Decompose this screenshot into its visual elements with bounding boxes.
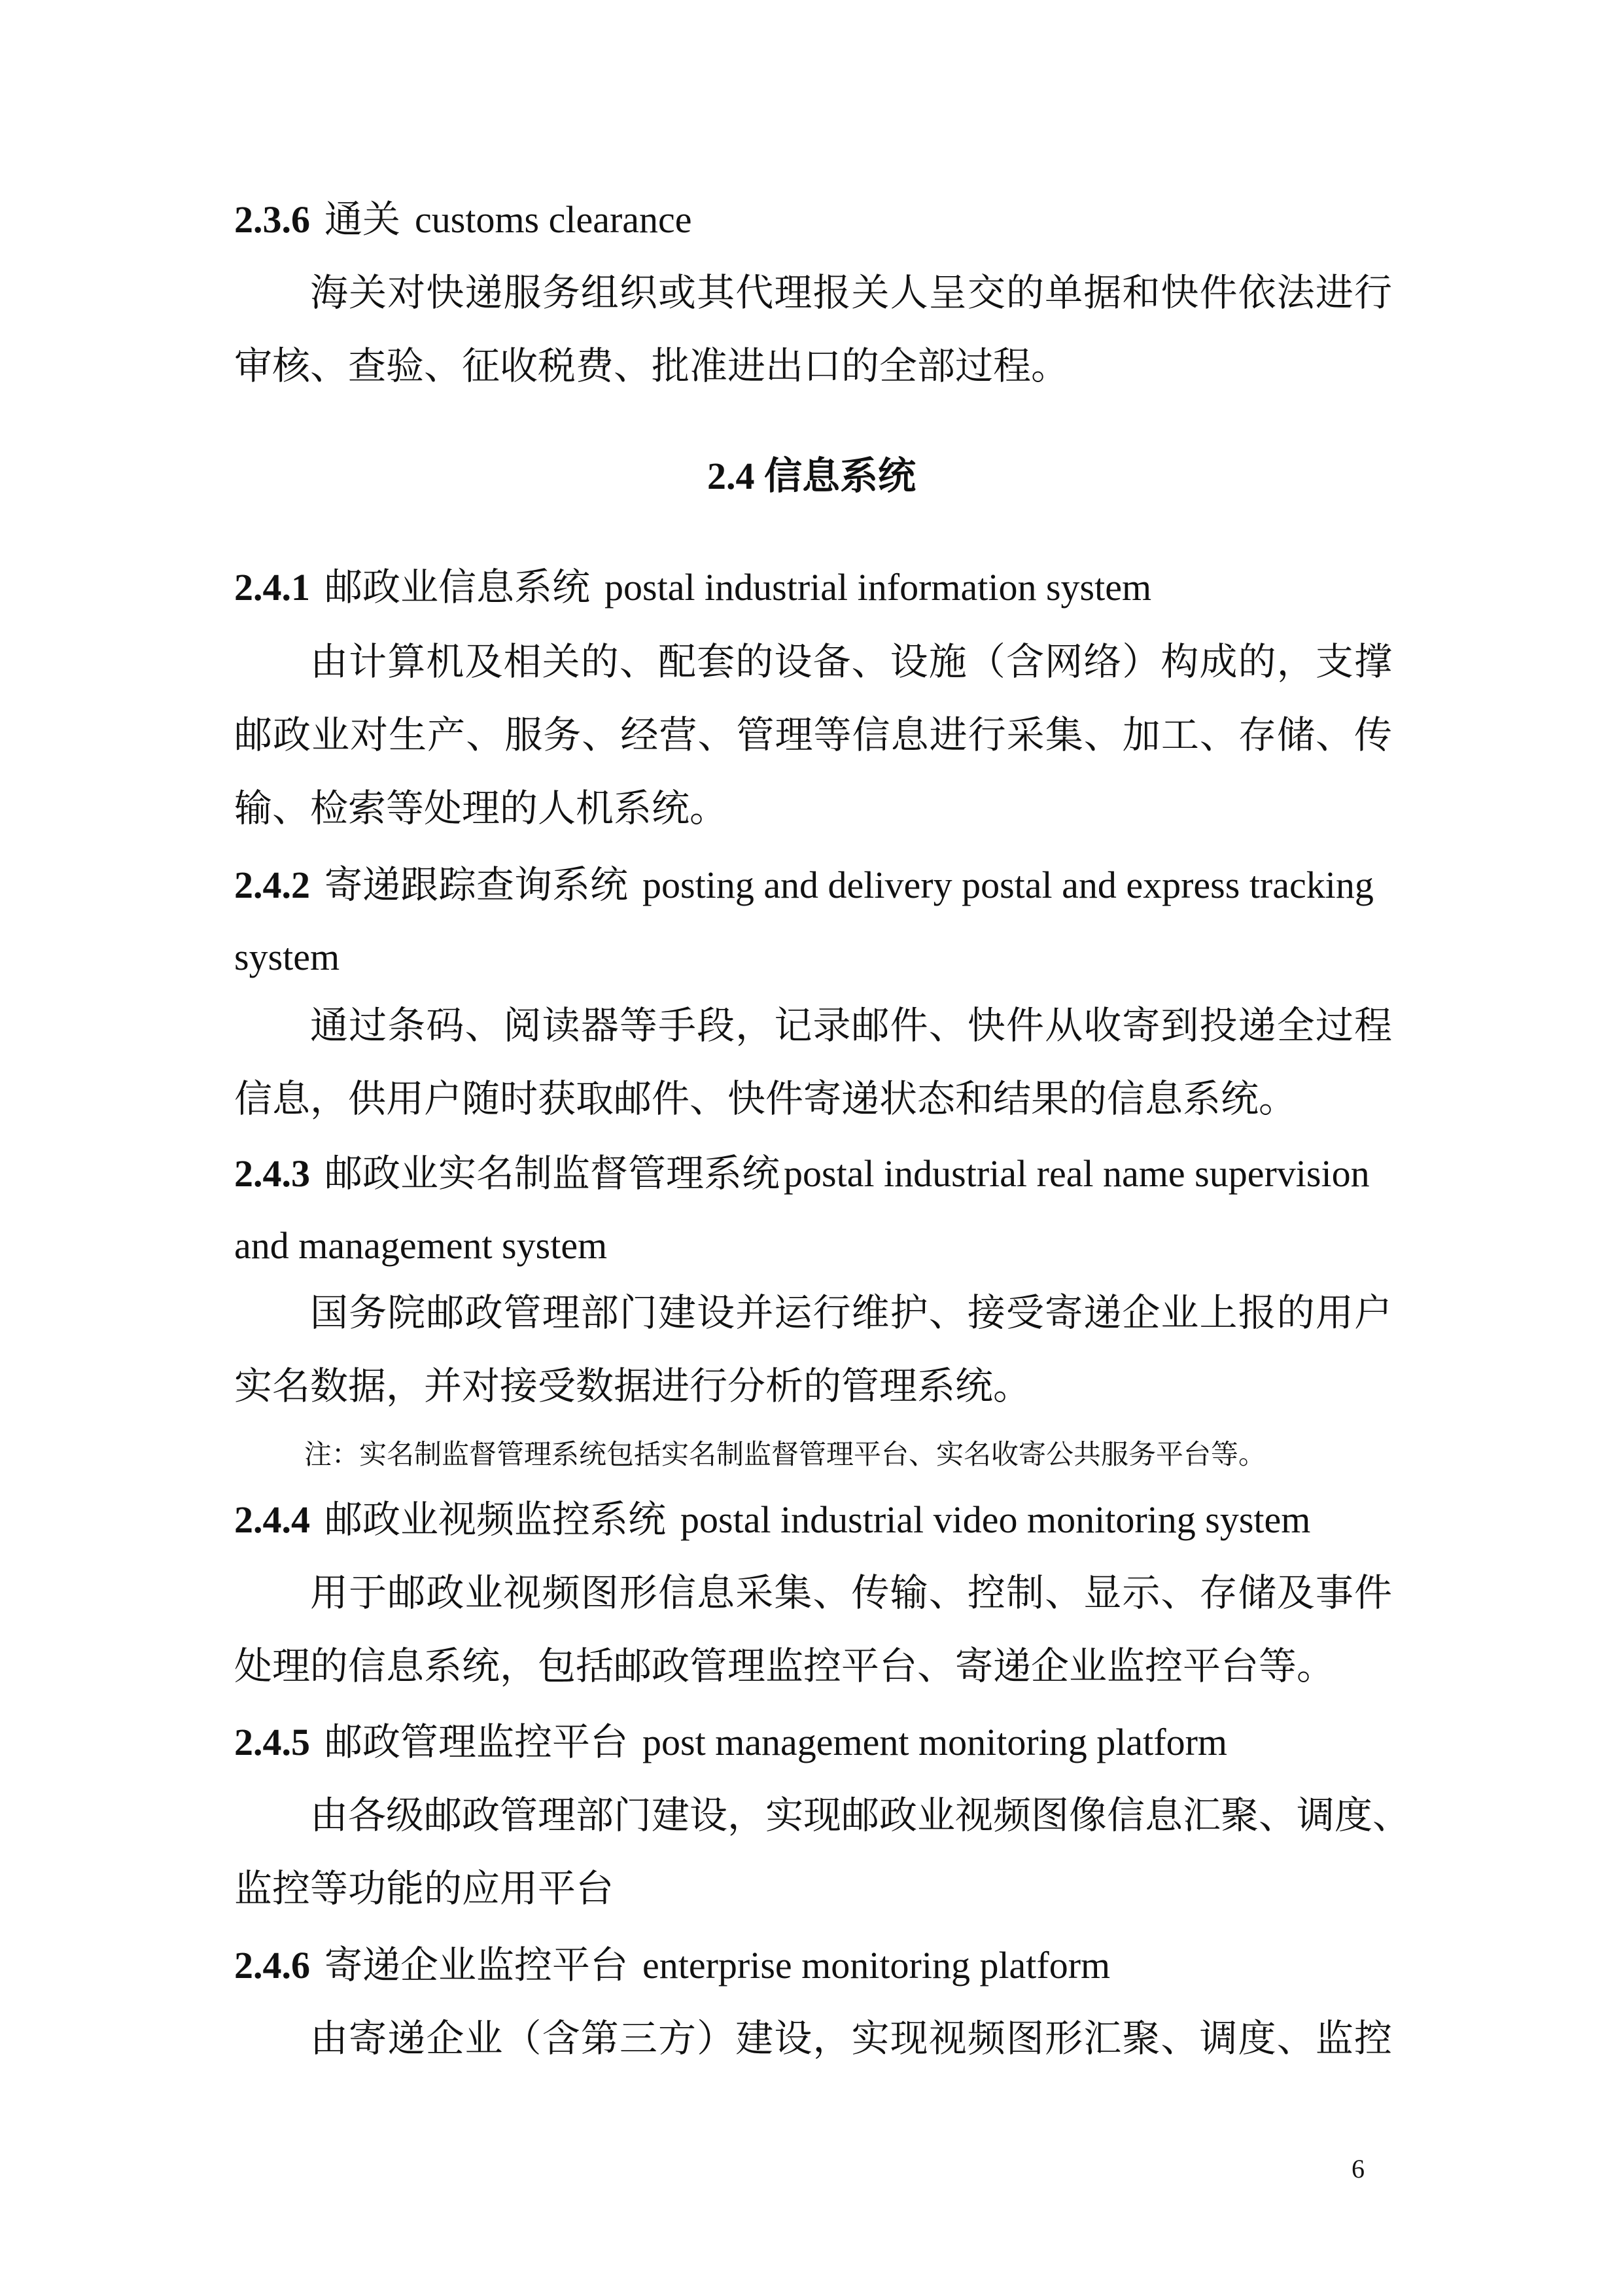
term-number: 2.3.6 bbox=[234, 198, 310, 241]
term-zh: 邮政管理监控平台 bbox=[324, 1721, 629, 1763]
term-number: 2.4.5 bbox=[234, 1721, 310, 1763]
definition-line: 监控等功能的应用平台 bbox=[234, 1867, 614, 1910]
term-zh: 邮政业视频监控系统 bbox=[324, 1498, 667, 1541]
definition-line: 信息，供用户随时获取邮件、快件寄递状态和结果的信息系统。 bbox=[234, 1078, 1297, 1120]
definition-line: 通过条码、阅读器等手段，记录邮件、快件从收寄到投递全过程 bbox=[310, 1004, 1392, 1047]
term-heading-2-4-4 bbox=[234, 1494, 1392, 1546]
term-en-continued: and management system bbox=[234, 1224, 608, 1267]
definition-line: 用于邮政业视频图形信息采集、传输、控制、显示、存储及事件 bbox=[310, 1572, 1392, 1614]
definition-line: 邮政业对生产、服务、经营、管理等信息进行采集、加工、存储、传 bbox=[234, 714, 1392, 756]
term-zh: 通关 bbox=[324, 198, 401, 241]
term-heading-2-4-2 bbox=[234, 859, 1392, 911]
note: 注：实名制监督管理系统包括实名制监督管理平台、实名收寄公共服务平台等。 bbox=[304, 1440, 1266, 1470]
page-number: 6 bbox=[1352, 2154, 1365, 2183]
section-title: 2.4 信息系统 bbox=[707, 455, 916, 497]
definition-line: 海关对快递服务组织或其代理报关人呈交的单据和快件依法进行 bbox=[310, 272, 1392, 314]
term-en: postal industrial real name supervision bbox=[784, 1152, 1370, 1195]
definition-line: 国务院邮政管理部门建设并运行维护、接受寄递企业上报的用户 bbox=[310, 1292, 1392, 1334]
term-zh: 寄递企业监控平台 bbox=[324, 1944, 629, 1987]
definition-line: 由各级邮政管理部门建设，实现邮政业视频图像信息汇聚、调度、 bbox=[310, 1794, 1411, 1837]
term-en-continued: system bbox=[234, 936, 340, 978]
definition-line: 处理的信息系统，包括邮政管理监控平台、寄递企业监控平台等。 bbox=[234, 1645, 1335, 1687]
term-number: 2.4.3 bbox=[234, 1152, 310, 1195]
term-number: 2.4.6 bbox=[234, 1944, 310, 1987]
definition-line: 由计算机及相关的、配套的设备、设施（含网络）构成的，支撑 bbox=[310, 641, 1392, 683]
term-heading-2-3-6 bbox=[234, 194, 1392, 246]
term-zh: 邮政业信息系统 bbox=[324, 566, 591, 609]
definition-line: 输、检索等处理的人机系统。 bbox=[234, 787, 728, 830]
term-en: customs clearance bbox=[415, 198, 692, 241]
term-heading-2-4-5 bbox=[234, 1716, 1392, 1769]
term-en: postal industrial video monitoring system bbox=[680, 1498, 1311, 1541]
definition-line: 审核、查验、征收税费、批准进出口的全部过程。 bbox=[234, 345, 1070, 387]
term-number: 2.4.4 bbox=[234, 1498, 310, 1541]
definition-line: 实名数据，并对接受数据进行分析的管理系统。 bbox=[234, 1365, 1032, 1407]
term-number: 2.4.2 bbox=[234, 864, 310, 906]
term-heading-2-4-6 bbox=[234, 1939, 1392, 1992]
definition-line: 由寄递企业（含第三方）建设，实现视频图形汇聚、调度、监控 bbox=[310, 2017, 1392, 2060]
term-zh: 邮政业实名制监督管理系统 bbox=[324, 1152, 780, 1195]
term-en: posting and delivery postal and express tracking bbox=[642, 864, 1374, 906]
term-en: postal industrial information system bbox=[604, 566, 1152, 609]
term-heading-2-4-1 bbox=[234, 561, 1392, 614]
term-en: enterprise monitoring platform bbox=[642, 1944, 1111, 1987]
term-heading-2-4-3 bbox=[234, 1148, 1392, 1200]
term-number: 2.4.1 bbox=[234, 566, 310, 609]
term-en: post management monitoring platform bbox=[642, 1721, 1228, 1763]
term-zh: 寄递跟踪查询系统 bbox=[324, 864, 629, 906]
